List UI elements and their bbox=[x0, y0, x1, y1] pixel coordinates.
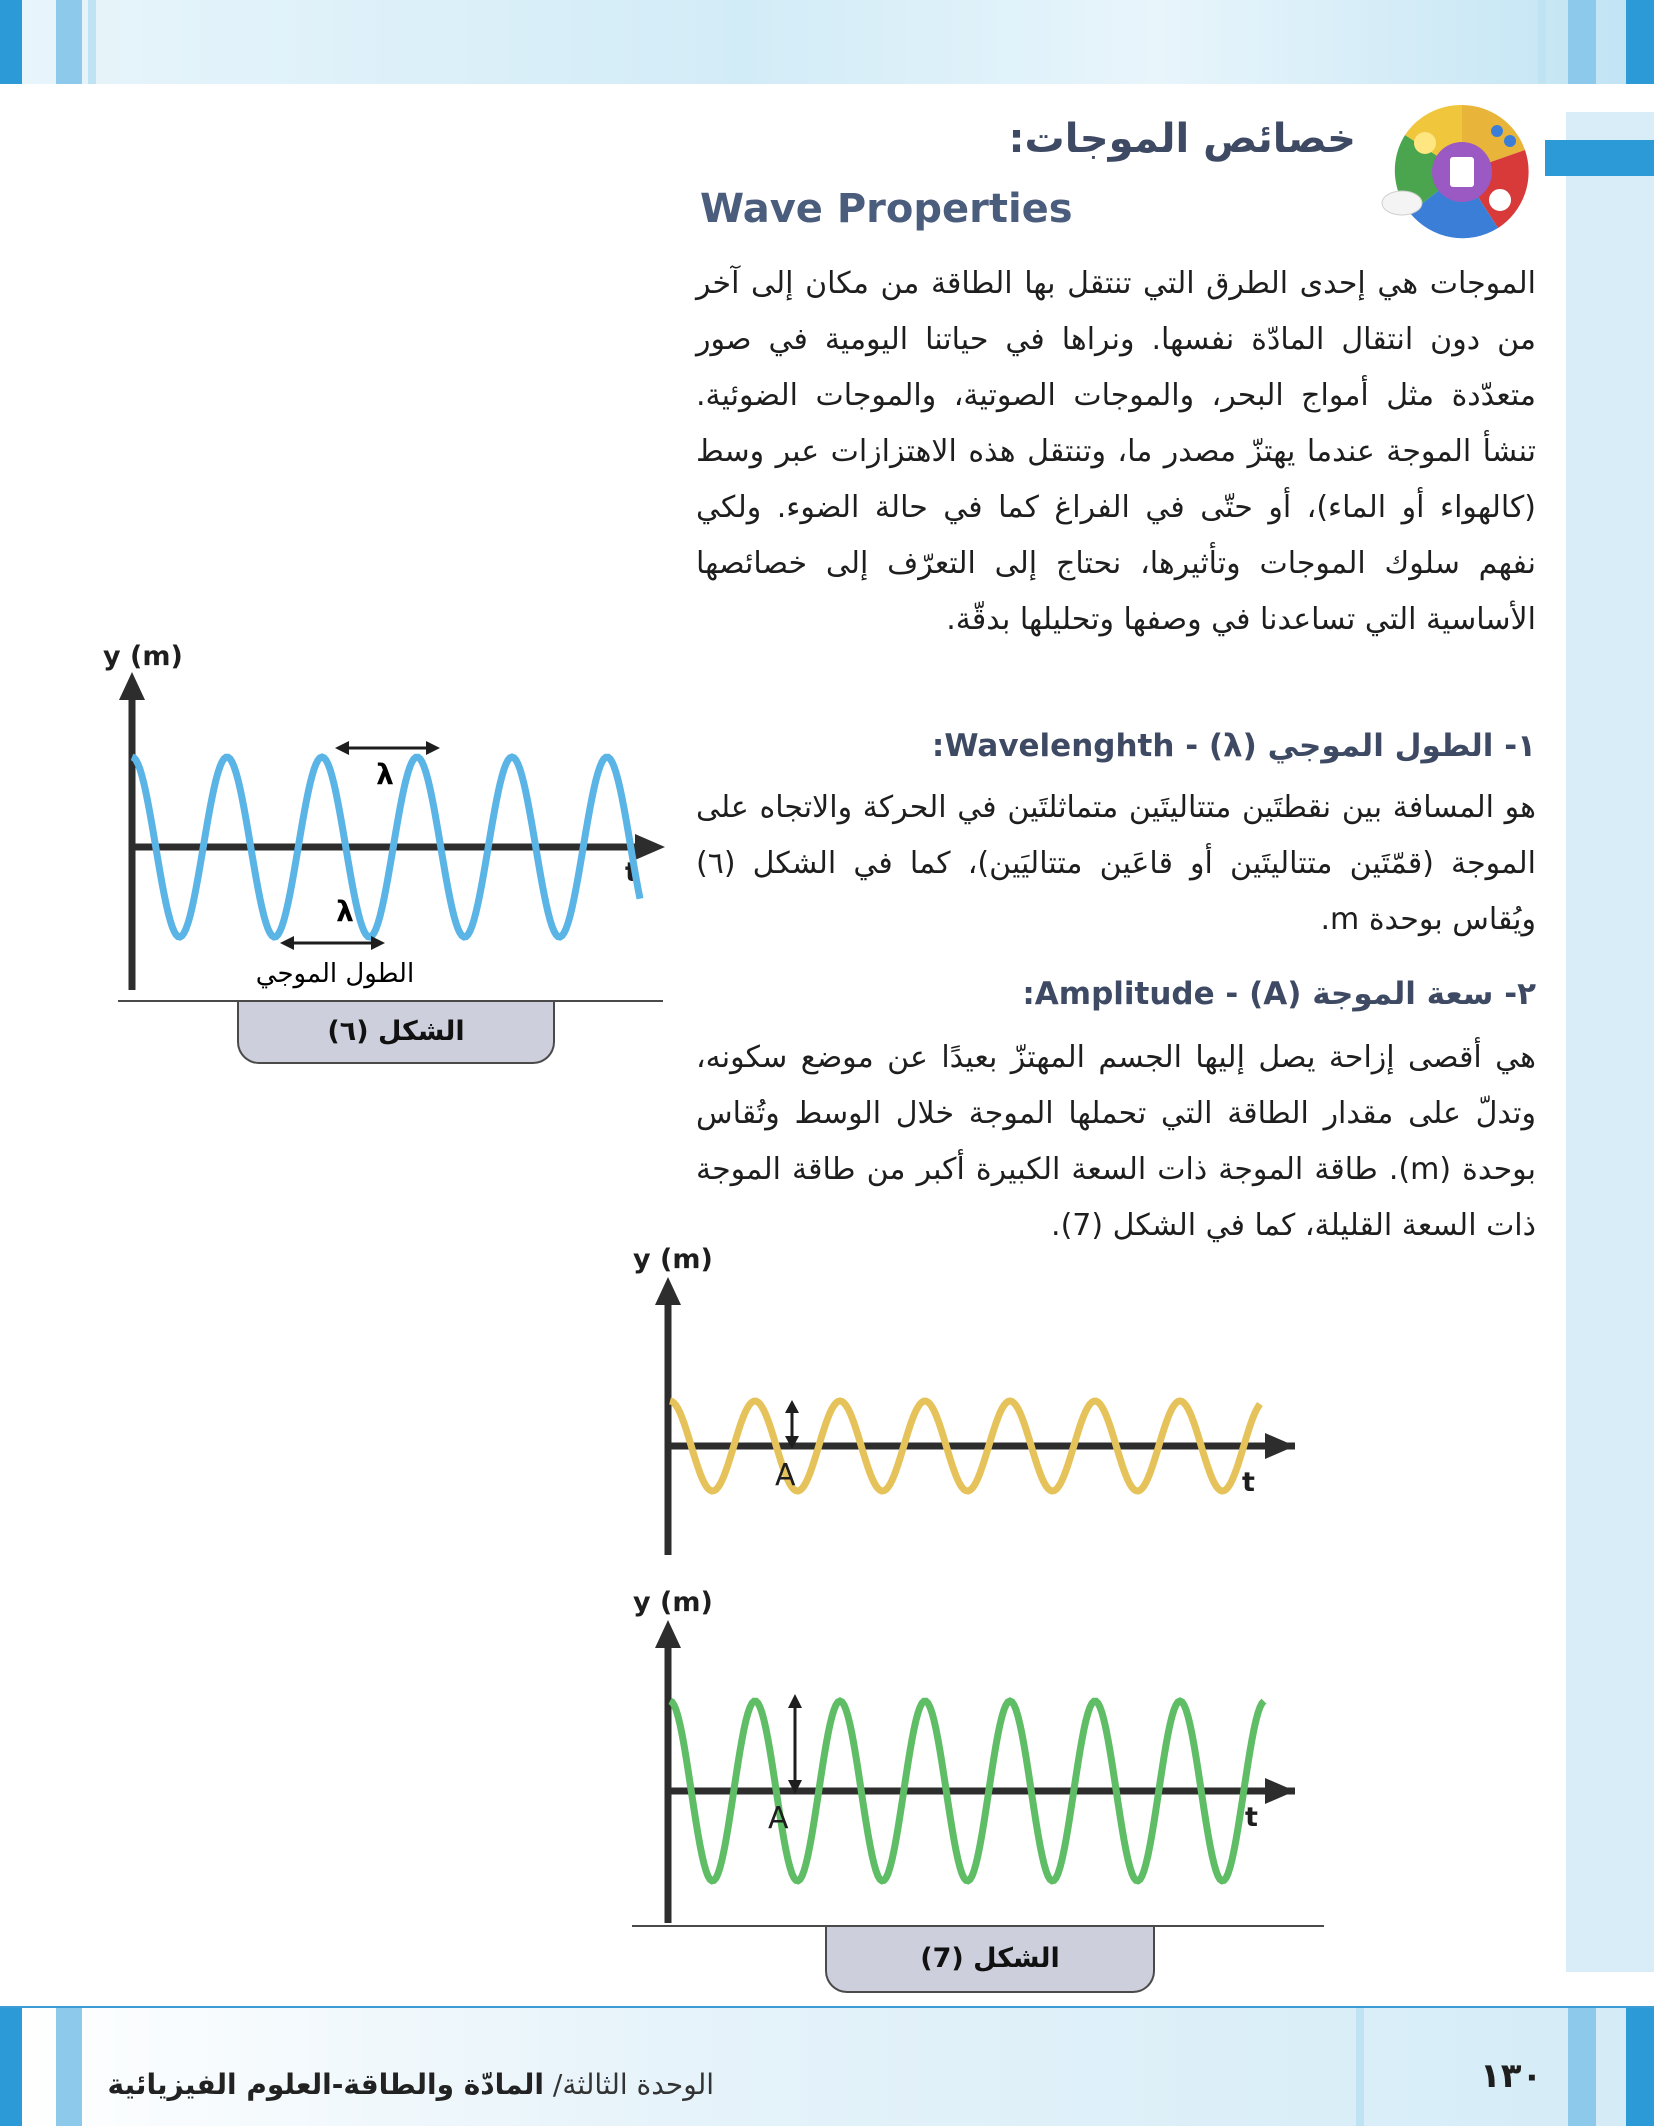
right-side-panel bbox=[1566, 112, 1654, 1972]
figure-6-caption: الشكل (٦) bbox=[237, 1002, 555, 1064]
footer-stripe bbox=[0, 2008, 22, 2126]
arrow-head-icon bbox=[335, 741, 349, 755]
footer-band bbox=[0, 2008, 1654, 2126]
y-axis-label: y (m) bbox=[633, 1587, 713, 1618]
molecule-icon bbox=[1504, 135, 1516, 147]
right-tab-marker bbox=[1545, 140, 1654, 176]
y-axis-label: y (m) bbox=[633, 1244, 713, 1275]
lambda-top-label: λ bbox=[376, 758, 394, 791]
arrow-head-icon bbox=[371, 936, 385, 950]
clipboard-icon bbox=[1450, 157, 1474, 187]
t-axis-arrow bbox=[1265, 1433, 1295, 1459]
t-axis-label: t bbox=[625, 857, 638, 888]
arrow-head-icon bbox=[788, 1694, 802, 1708]
section-topic-icon bbox=[1380, 95, 1545, 250]
wavelength-heading: ١- الطول الموجي (λ) - Wavelenghth: bbox=[931, 728, 1536, 764]
amplitude-paragraph: هي أقصى إزاحة يصل إليها الجسم المهتزّ بعيدًا عن موضع سكونه، وتدلّ على مقدار الطاقة التي تحملها الموجة خلال الوسط وتُقاس بوحدة (m). طاقة الموجة ذات السعة الكبيرة أكبر من طاقة الموجة ذات السعة القليلة، كما في الشكل (7). bbox=[696, 1040, 1536, 1243]
figure-7-small-amplitude-graph bbox=[625, 1235, 1315, 1565]
magnifier-icon bbox=[1487, 187, 1513, 213]
arrow-head-icon bbox=[785, 1400, 799, 1413]
footer-stripe bbox=[1568, 2008, 1596, 2126]
amplitude-heading: ٢- سعة الموجة (A) - Amplitude: bbox=[1022, 976, 1536, 1012]
t-axis-label: t bbox=[1242, 1467, 1255, 1498]
amplitude-label: A bbox=[775, 1458, 796, 1493]
y-axis-label: y (m) bbox=[103, 641, 183, 672]
arrow-head-icon bbox=[426, 741, 440, 755]
t-axis-arrow bbox=[1265, 1778, 1295, 1804]
footer-stripe bbox=[1356, 2008, 1364, 2126]
footer-unit-title bbox=[108, 2068, 714, 2101]
molecule-icon bbox=[1491, 125, 1503, 137]
section-title-english: Wave Properties bbox=[700, 186, 1073, 232]
speech-bubble-icon bbox=[1382, 191, 1422, 215]
footer-unit-prefix: الوحدة الثالثة/ bbox=[544, 2068, 714, 2101]
page-number: ١٣٠ bbox=[1480, 2056, 1543, 2096]
section-title-arabic: خصائص الموجات: bbox=[1008, 116, 1356, 162]
amplitude-label: A bbox=[768, 1801, 789, 1836]
footer-stripe bbox=[56, 2008, 82, 2126]
y-axis-arrow bbox=[119, 672, 145, 700]
wavelength-label: الطول الموجي bbox=[255, 959, 415, 989]
y-axis-arrow bbox=[655, 1277, 681, 1305]
figure-7-caption: الشكل (7) bbox=[825, 1927, 1155, 1993]
header-stripe bbox=[1626, 0, 1654, 84]
header-band bbox=[0, 0, 1654, 84]
footer-unit-name: المادّة والطاقة-العلوم الفيزيائية bbox=[107, 2068, 545, 2101]
arrow-head-icon bbox=[280, 936, 294, 950]
header-stripe bbox=[1568, 0, 1596, 84]
wavelength-paragraph: هو المسافة بين نقطتَين متتاليتَين متماثلتَين في الحركة والاتجاه على الموجة (قمّتَين متتاليتَين أو قاعَين متتاليَين)، كما في الشكل (٦) ويُقاس بوحدة m. bbox=[696, 790, 1536, 937]
figure-6-wavelength-graph bbox=[95, 630, 675, 1010]
header-stripe bbox=[88, 0, 96, 84]
header-stripe bbox=[56, 0, 82, 84]
intro-paragraph: الموجات هي إحدى الطرق التي تنتقل بها الطاقة من مكان إلى آخر من دون انتقال المادّة نفسها. ونراها في حياتنا اليومية في صور متعدّدة مثل أمواج البحر، والموجات الصوتية، والموجات الضوئية. تنشأ الموجة عندما يهتزّ مصدر ما، وتنتقل هذه الاهتزازات عبر وسط (كالهواء أو الماء)، أو حتّى في الفراغ كما في حالة الضوء. ولكي نفهم سلوك الموجات وتأثيرها، نحتاج إلى التعرّف إلى خصائصها الأساسية التي تساعدنا في وصفها وتحليلها بدقّة. bbox=[696, 266, 1536, 637]
header-stripe bbox=[0, 0, 22, 84]
lightbulb-icon bbox=[1414, 132, 1436, 154]
header-stripe bbox=[1538, 0, 1546, 84]
y-axis-arrow bbox=[655, 1620, 681, 1648]
footer-stripe bbox=[1626, 2008, 1654, 2126]
figure-7-large-amplitude-graph bbox=[625, 1578, 1315, 1928]
t-axis-arrow bbox=[635, 834, 665, 860]
t-axis-label: t bbox=[1245, 1802, 1258, 1833]
lambda-bottom-label: λ bbox=[336, 895, 354, 928]
